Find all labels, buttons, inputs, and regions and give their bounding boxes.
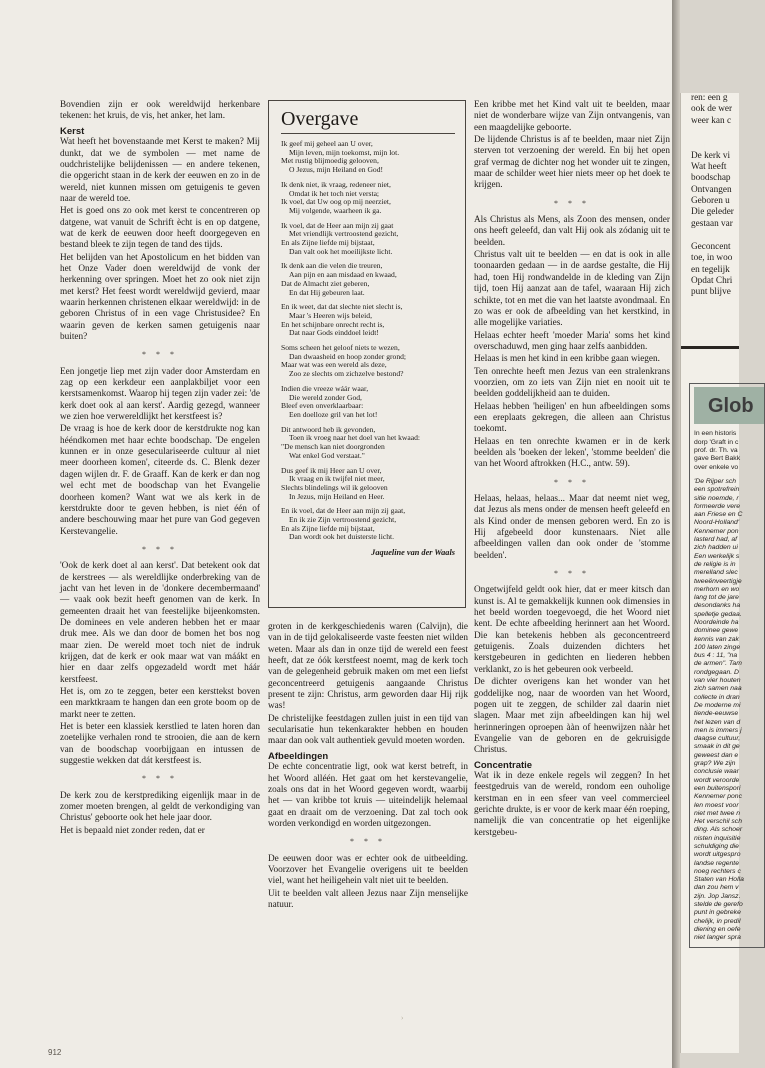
text-line: men is immers j <box>694 726 742 734</box>
section-heading: Concentratie <box>474 759 533 771</box>
paragraph: De lijdende Christus is af te beelden, maar niet Zijn sterven tot verzoening der wereld. En bij het open graf vermag de dichter nog het wonder uit te zingen, maar de schilder weet hier niets meer op het doek te krijgen. <box>474 135 670 191</box>
text-line: Kennemer ponc <box>694 793 742 801</box>
text-line: Staten van Holla <box>694 876 744 884</box>
section-divider: * * * <box>142 544 178 554</box>
poem-line: Maar wat was een wereld als deze, <box>281 360 387 370</box>
text-line: De kerk vi <box>691 150 731 161</box>
paragraph: De vraag is hoe de kerk door de kerstdrukte nog kan hééndkomen met haar echte boodschap. 'De engelen kunnen er in onze geseculariseerde cultuur al niet meer doorheen komen', citeerde ds. C. Blenk dezer dagen wijlen dr. F. de Graaff. Kan de kerk er dan nog wel echt met de boodschap van het Evangelie doorheen komen? Want wat we als kerk in de kerstdrukte door te geven hebben, is niet één of andere beschouwing maar het pure van God gegeven Kerstevangelie. <box>60 424 260 537</box>
poem-line: En dat Hij gebeuren laat. <box>289 287 365 297</box>
poem-line: Dan dwaasheid en hoop zonder grond; <box>289 351 407 361</box>
paragraph: De eeuwen door was er echter ook de uitbeelding. Voorzover het Evangelie overigens uit te beelden viel, want het heiligehein valt niet uit te beelden. <box>268 853 468 887</box>
paragraph: Helaas, helaas, helaas... Maar dat neemt niet weg, dat Jezus als mens onder de mensen heeft geleefd en als Kind onder de mensen geboren werd. En zo is Hij afgebeeld door kunstenaars. Niet alle afbeeldingen vallen dan ook onder de 'stomme beelden'. <box>474 494 670 561</box>
adjacent-text-block-c <box>681 242 739 298</box>
text-line: smaak in dit ge <box>694 743 740 751</box>
paragraph: Helaas hebben 'heiligen' en hun afbeeldingen soms een ereplaats gekregen, die alleen aan Christus toekomt. <box>474 401 670 435</box>
page-number: 912 <box>48 1048 62 1057</box>
poem-line: En ik weet, dat dat slechte niet slecht is, <box>281 302 403 312</box>
adjacent-page-strip <box>680 93 754 1053</box>
poem-line: Ik geef mij geheel aan U over, <box>281 139 373 148</box>
text-line: geweest dan e <box>694 751 739 759</box>
paragraph: De kerk zou de kerstprediking eigenlijk maar in de zomer moeten brengen, al geldt de verkondiging van Christus' geboorte ook het hele jaar door. <box>60 790 260 824</box>
poem-line: Met rustig blijmoedig gelooven, <box>281 156 379 166</box>
text-line: Kennemer pon <box>694 527 739 535</box>
poem-stanza <box>281 344 455 379</box>
text-line: Geboren u <box>691 196 730 207</box>
paragraph: De echte concentratie ligt, ook wat kerst betreft, in het Woord alléén. Het gaat om het kerstevangelie, zoals ons dat in het Woord gegeven wordt, waarbij het — van kribbe tot kruis — uiteindelijk helemaal gaat en draait om de verzoening. Dat zal toch ook worden verkondigd en worden uitgezongen. <box>268 762 468 829</box>
text-line: spelletje gedaa. <box>694 610 742 618</box>
poem-line: Met vriendlijk vertroostend gezicht, <box>289 229 399 239</box>
text-line: lang tot de jare <box>694 594 739 602</box>
glob-column-box <box>689 383 765 947</box>
poem-line: Een doelloze gril van het lot! <box>289 409 378 419</box>
poem-stanza <box>281 426 455 461</box>
section-rule <box>681 346 739 349</box>
paragraph: Het is beter een klassiek kerstlied te laten horen dan zoetelijke verhalen rond te strooien, die aan de kern van de boodschap voorbijgaan en intussen de suggestie wekken dat dát kerstfeest is. <box>60 722 260 767</box>
poem-line: Dan wordt ook het duisterste licht. <box>289 532 395 542</box>
paragraph: Ongetwijfeld geldt ook hier, dat er meer kitsch dan kunst is. Al te gemakkelijk kunnen ook dimensies in het beeld worden toegevoegd, die het Woord niet kent. De echte afbeelding herinnert aan het Woord. Die kan betekenis hebben als geconcentreerd getuigenis. Zoals duizenden dichters het kerstgebeuren in gedichten en liederen hebben verklankt, zo is het gebeuren ook verbeeld. <box>474 585 670 675</box>
poem-line: Mij volgende, waarheen ik ga. <box>289 205 382 215</box>
text-line: conclusie waar <box>694 768 739 776</box>
paragraph: Wat ik in deze enkele regels wil zeggen? In het feestgedruis van de wereld, rondom een ouholige kerstman en in een sfeer van veel commercieel gerichte drukte, is er voor de kerk maar één roeping, namelijk die van concentratie op het eigenlijke kerstgebeu- <box>474 771 670 838</box>
poem-stanza <box>281 507 455 542</box>
poem-line: En het schijnbare onrecht recht is, <box>281 319 385 329</box>
poem-line: Zoo ze slechts om zichzelve bestond? <box>289 369 404 379</box>
poem-line: En als Zijne liefde mij bijstaat, <box>281 523 375 533</box>
poem-line: Ik voel, dat Uw oog op mij neerziet, <box>281 197 391 207</box>
text-line: 100 laten zinge <box>694 643 741 651</box>
poem-line: Soms scheen het geloof niets te wezen, <box>281 343 400 353</box>
section-divider: * * * <box>554 198 590 208</box>
section-divider: * * * <box>142 774 178 784</box>
poem-line: Ik denk aan die velen die treuren, <box>281 261 383 271</box>
section-divider: * * * <box>350 837 386 847</box>
poem-line: Dan valt ook het moeilijkste licht. <box>289 246 393 256</box>
article-column-3 <box>474 100 670 1010</box>
text-line: schuldiging die <box>694 843 739 850</box>
text-line: zijn. Jop Jansz. <box>694 892 741 900</box>
paragraph: De christelijke feestdagen zullen juist in een tijd van secularisatie hun tekenkarakter hebben en houden maar dan ook valt authentiek gevuld moeten worden. <box>268 713 468 747</box>
paragraph: Helaas is men het kind in een kribbe gaan wiegen. <box>474 354 660 365</box>
glob-intro <box>694 430 764 471</box>
text-line: Noordeinde ha <box>694 618 739 626</box>
poem-line: En ik voel, dat de Heer aan mijn zij gaat, <box>281 506 406 516</box>
paragraph: Bovendien zijn er ook wereldwijd herkenbare tekenen: het kruis, de vis, het anker, het lam. <box>60 100 260 122</box>
text-line: De moderne mi <box>694 701 741 709</box>
text-line: Wat heeft <box>691 162 727 173</box>
text-line: weer kan c <box>691 115 732 126</box>
text-line: desondanks ha <box>694 602 741 610</box>
poem-line: Ik voel, dat de Heer aan mijn zij gaat <box>281 220 394 230</box>
text-line: sitie noemde, r <box>694 494 739 502</box>
paragraph: De dichter overigens kan het wonder van het goddelijke nog, naar de woorden van het Woord, pogen uit te zeggen, de schilder zal daarin niet slagen. Maar met zijn afbeeldingen kan hij wel herinneringen oproepen ààn of heenwijzen nààr het Evangelie van de geboren en de gekruisigde Christus. <box>474 677 670 756</box>
text-line: Ontvangen <box>691 184 732 195</box>
text-line: Het verschil sch <box>694 818 742 826</box>
paragraph: Het is bepaald niet zonder reden, dat er <box>60 825 205 836</box>
text-line: Die geleder <box>691 207 734 218</box>
text-line: kennis van zak <box>694 635 739 643</box>
text-line: diening en oefe <box>694 925 741 933</box>
poem-line: Die wereld zonder God, <box>289 392 362 402</box>
text-line: noeg rechters c <box>694 867 741 875</box>
text-line: toe, in woo <box>691 253 733 264</box>
paragraph: 'Ook de kerk doet al aan kerst'. Dat betekent ook dat de kerstrees — als wereldlijke onderbreking van de jacht van het leven in de 'donkere decembermaand' — vaak ook bezit heeft genomen van de kerk. In gemeenten draait het van feestelijke bijeenkomsten. De dominees en vele anderen hebben het er maar druk mee. Als we dan door de bomen het bos nog maar zien. De wereld moet toch niet de indruk krijgen, dat de kerk er ook maar wat van máákt en hier en daar zelfs opgezadeld wordt met háár kerstfeest. <box>60 561 260 685</box>
poem-line: Ik vraag en ik twijfel niet meer, <box>289 474 385 484</box>
poem-stanza <box>281 140 455 175</box>
poem-line: Slechts blindelings wil ik gelooven <box>281 482 388 492</box>
poem-stanzas <box>281 140 455 542</box>
print-mark: › <box>401 1014 404 1022</box>
text-line: formeerde vere <box>694 502 741 510</box>
text-line: daagse cultuur, <box>694 735 741 743</box>
paragraph: Een jongetje liep met zijn vader door Amsterdam en zag op een kerkdeur een aanplakbiljet voor een kerstsamenkomst. Waarop hij tegen zijn vader zei: 'de kerk doet ook al aan kerst'. Aardig gezegd, wanneer we zien hoe verwereldlijkt het kerstfeest is? <box>60 366 260 423</box>
text-line: de armen". Tam <box>694 660 742 668</box>
page-gutter-shadow <box>672 0 680 1068</box>
poem-stanza <box>281 303 455 338</box>
section-divider: * * * <box>142 350 178 360</box>
text-line: niet langer spra <box>694 934 741 942</box>
section-divider: * * * <box>554 477 590 487</box>
text-line: ren: een g <box>691 93 728 103</box>
poem-line: Dat de Almacht ziet geberen, <box>281 278 370 288</box>
paragraph: Het belijden van het Apostolicum en het bidden van het Onze Vader doen wereldwijd de vonk der herkenning over springen. Moet het zo ook niet zijn met kerst? Het feest wordt wereldwijd gevierd, maar waarin herkennen christenen elkaar wereldwijd: in de geboren Christus of in een vage Christusidee? En waarin geven de kerken samen getuigenis naar buiten? <box>60 252 260 343</box>
paragraph: Het is goed ons zo ook met kerst te concentreren op datgene, wat vanuit de Schrift ècht is en op datgene, wat de kerk de eeuwen door heeft doorgegeven en bestand bleek te zijn tegen de tand des tijds. <box>60 206 260 251</box>
poem-stanza <box>281 262 455 297</box>
section-heading: Afbeeldingen <box>268 750 329 762</box>
poem-stanza <box>281 467 455 502</box>
paragraph: Ten onrechte heeft men Jezus van een stralenkrans voorzien, om zo iets van Zijn niet en nooit uit te beelden goddelijkheid aan te duiden. <box>474 366 670 400</box>
text-line: wordt uitgespro <box>694 851 741 859</box>
article-column-2 <box>268 622 468 1032</box>
poem-line: O Jezus, mijn Heiland en God! <box>289 165 384 175</box>
poem-stanza <box>281 181 455 216</box>
text-line: ook de wer <box>691 104 733 115</box>
text-line: punt in gebreke <box>694 909 741 917</box>
text-line: dominee gewe <box>694 627 739 635</box>
text-line: boodschap <box>691 173 731 184</box>
poem-title: Overgave <box>281 107 455 134</box>
text-line: Noord-Holland' <box>694 519 740 527</box>
paragraph: Helaas echter heeft 'moeder Maria' soms het kind overschaduwd, men ging haar zelfs aanbidden. <box>474 330 670 352</box>
text-line: stelde de gerefo <box>694 901 743 909</box>
paragraph: Het is, om zo te zeggen, beter een kersttekst boven een marktkraam te hangen dan een grote boom op de markt neer te zetten. <box>60 687 260 720</box>
text-line: punt blijve <box>691 287 731 298</box>
text-line: rondgegaan. D <box>694 668 739 676</box>
text-line: de religie is in <box>694 560 736 568</box>
poem-line: Ik denk niet, ik vraag, redeneer niet, <box>281 179 391 189</box>
poem-line: Omdat ik het toch niet versta; <box>289 188 380 198</box>
poem-line: Dit antwoord heb ik gevonden, <box>281 424 376 434</box>
poem-line: Mijn leven, mijn toekomst, mijn lot. <box>289 147 400 157</box>
adjacent-text-block-a <box>681 93 739 127</box>
text-line: een buitenspori <box>694 784 741 792</box>
paragraph: Helaas en ten onrechte kwamen er in de kerk beelden als 'boeken der leken', 'stomme beelden' die van het Woord aftrokken (H.C., antw. 59). <box>474 436 670 470</box>
text-line: landse regente <box>694 859 739 867</box>
poem-line: En als Zijne liefde mij bijstaat, <box>281 238 375 248</box>
text-line: Een werkelijk s <box>694 552 740 560</box>
poem-line: In Jezus, mijn Heiland en Heer. <box>289 491 385 501</box>
paragraph: Als Christus als Mens, als Zoon des mensen, onder ons heeft geleefd, dan valt Hij ook als zódanig uit te beelden. <box>474 215 670 248</box>
text-line: bus 4 : 11, "na <box>694 652 738 660</box>
text-line: In een historis <box>694 430 737 438</box>
article-column-1 <box>60 100 260 1030</box>
glob-body <box>694 478 764 943</box>
text-line: Opdat Chri <box>691 275 733 286</box>
text-line: aan Friese en C <box>694 511 743 519</box>
text-line: len moest voor <box>694 801 739 809</box>
text-line: tiende-eeuwse <box>694 710 739 718</box>
poem-author: Jaqueline van der Waals <box>371 548 455 558</box>
poem-line: En ik zie Zijn vertroostend gezicht, <box>289 515 397 525</box>
poem-stanza <box>281 385 455 420</box>
poem-line: Maar 's Heeren wijs beleid, <box>289 310 372 320</box>
section-divider: * * * <box>554 569 590 579</box>
text-line: collecte in dran <box>694 693 740 701</box>
paragraph: Christus valt uit te beelden — en dat is ook in alle toonaarden gedaan — in de aardse gestalte, die Hij had, toen Hij rondwandelde in de kleding van Zijn tijd, toen Hij aanzat aan de tafel, waaraan Hij zich schikte, tot en met die van het laatste avondmaal. En zo was er ook de afbeelding van het kerstkind, in alle mogelijke variaties. <box>474 250 670 329</box>
poem-stanza <box>281 222 455 257</box>
poem-line: Dat naar Gods einddoel leidt! <box>289 328 379 338</box>
glob-title: Glob <box>694 387 764 424</box>
text-line: ding. Als schoer <box>694 826 743 834</box>
paragraph: groten in de kerkgeschiedenis waren (Calvijn), die van in de tijd gelokaliseerde vaste feesten niet wilden weten. Maar als dan in onze tijd de wereld een feest heeft, dat ze óók kerstfeest noemt, mag de kerk toch van de gelegenheid gebruik maken om met een liefst geconcentreerd getuigenis aangaande Christus present te zijn: Christus, arm geworden daar Hij rijk was! <box>268 622 468 712</box>
poem-line: Wat enkel God verstaat." <box>289 450 365 460</box>
text-line: prof. dr. Th. va <box>694 447 738 455</box>
text-line: 'De Rijper sch <box>694 477 737 485</box>
poem-line: Toen ik vroeg naar het doel van het kwaad: <box>289 433 421 443</box>
text-line: een spotrefrein <box>694 486 740 494</box>
poem-line: Aan pijn en aan misdaad en kwaad, <box>289 270 397 280</box>
text-line: wordt veroorde <box>694 776 740 784</box>
text-line: zich samen naa <box>694 685 742 693</box>
poem-line: "De mensch kan niet doorgronden <box>281 442 385 452</box>
text-line: gestaan var <box>691 218 733 229</box>
text-line: Geconcent <box>691 241 731 252</box>
text-line: van vier houten <box>694 677 741 685</box>
text-line: nisten inquisitie <box>694 834 741 842</box>
adjacent-text-block-b <box>681 151 739 230</box>
text-line: dorp 'Graft in c <box>694 438 739 446</box>
paragraph: Wat heeft het bovenstaande met Kerst te maken? Mij dunkt, dat we de symbolen — met name de oudchristelijke belijdenissen — en andere tekenen, die opgericht staan in de kerk der eeuwen en zo in de wereld, niet kunnen missen om getuigenis te geven naar de wereld toe. <box>60 137 260 204</box>
text-line: en tegelijk <box>691 264 730 275</box>
text-line: tweeënveertigje <box>694 577 742 585</box>
poem-line: Indien die vreeze wáár waar, <box>281 383 369 393</box>
text-line: chelijk, in predil <box>694 917 741 925</box>
text-line: merelland slec <box>694 569 738 577</box>
text-line: lasterd had, af <box>694 536 738 544</box>
paragraph: Uit te beelden valt alleen Jezus naar Zijn menselijke natuur. <box>268 888 468 911</box>
poem-line: Bleef even onverklaarbaar: <box>281 401 364 411</box>
paragraph: Een kribbe met het Kind valt uit te beelden, maar niet de wonderbare wijze van Zijn ontvangenis, van een maagdelijke geboorte. <box>474 100 670 133</box>
text-line: grap? We zijn <box>694 760 736 768</box>
text-line: niet met twee n <box>694 809 741 817</box>
text-line: zich hadden ui <box>694 544 738 552</box>
text-line: gave Bert Bakk <box>694 455 741 463</box>
text-line: merhorn en wo <box>694 585 740 593</box>
text-line: dan zou hem v <box>694 884 739 892</box>
poem-line: Dus geef ik mij Heer aan U over, <box>281 465 382 475</box>
text-line: het lezen van d <box>694 718 741 726</box>
section-heading: Kerst <box>60 125 85 137</box>
poem-box <box>268 100 466 608</box>
text-line: over enkele vo <box>694 463 739 471</box>
